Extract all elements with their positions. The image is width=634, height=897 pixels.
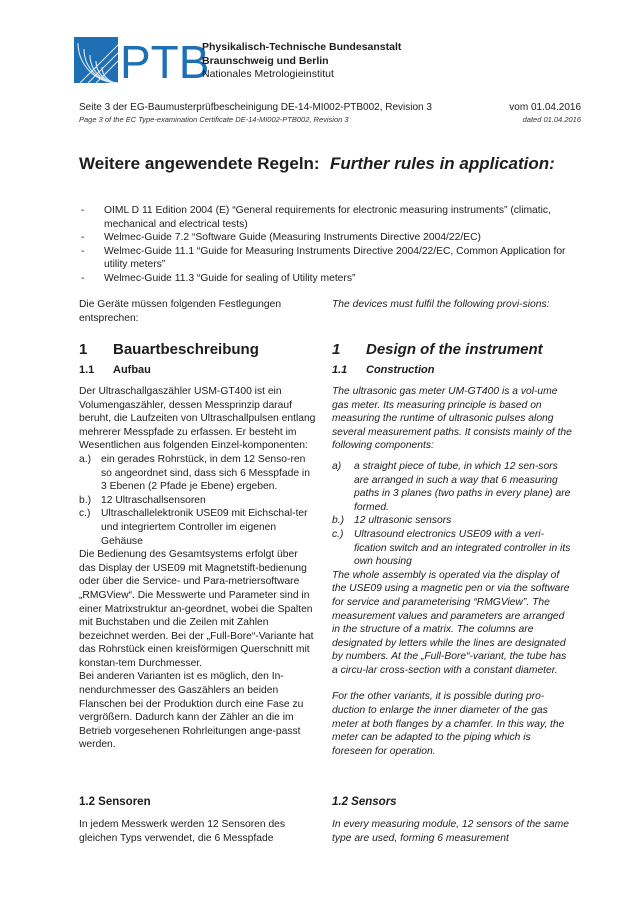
subsection-number: 1.1 [332, 364, 348, 376]
title-en: Further rules in application: [330, 154, 555, 173]
section-1-heading-en [332, 341, 543, 358]
paragraph: Der Ultraschallgaszähler USM-GT400 ist ein Volumengaszähler, dessen Messprinzip darauf beruht, die Laufzeiten von Ultraschallpulsen entlang mehrerer Messpfade zu erfassen. Er besteht im Wesentlichen aus folgenden Einzel-komponenten: [79, 386, 316, 452]
list-item [79, 494, 317, 508]
section-title: Design of the instrument [366, 341, 543, 358]
paragraph: The whole assembly is operated via the display of the USE09 using a magnetic pen or via the software for service and parameterising “RMGView”. The measurement values and parameters are arranged in the structure of a matrix. The columns are designated by letters while the lines are designated by numbers. At the „Full-Bore“-variant, the tube has a circu-lar cross-section with a constant diameter. [332, 569, 570, 676]
section-1-2-heading-en: 1.2 Sensors [332, 796, 397, 808]
section-1-1-heading-de [79, 364, 151, 376]
organization-name [202, 41, 401, 82]
certificate-reference [79, 101, 549, 125]
construction-text-en [332, 385, 572, 758]
reference-de: Seite 3 der EG-Baumusterprüfbescheinigung DE-14-MI002-PTB002, Revision 3 [79, 102, 432, 113]
subsection-title: Aufbau [113, 364, 151, 376]
sensors-text-en: In every measuring module, 12 sensors of the same type are used, forming 6 measurement [332, 819, 569, 844]
intro-de: Die Geräte müssen folgenden Festlegungen entsprechen: [79, 299, 282, 324]
reference-en: Page 3 of the EC Type-examination Certificate DE-14-MI002-PTB002, Revision 3 [79, 115, 349, 124]
paragraph: Bei anderen Varianten ist es möglich, den In-nendurchmesser des Gaszählers an beiden Flanschen bei der Produktion durch eine Fase zu vergrößern. Dadurch kann der Zähler an die im Betrieb vorgesehenen Rohrleitungen ange-passt werden. [79, 671, 304, 751]
ptb-logo [74, 36, 210, 88]
list-item [332, 460, 572, 514]
list-label: b.) [79, 494, 92, 506]
rules-list [79, 204, 579, 286]
list-item [332, 528, 572, 569]
list-text: a straight piece of tube, in which 12 sen-sors are arranged in such a way that 6 measuring paths in 3 planes (two paths in every plane) are formed. [354, 460, 571, 513]
list-text: Ultrasound electronics USE09 with a veri-fication switch and an integrated controller in its own housing [354, 528, 571, 568]
list-item [79, 453, 317, 494]
subsection-number: 1.1 [79, 364, 95, 376]
logo-letters: PTB [120, 36, 210, 88]
list-label: b.) [332, 515, 345, 527]
list-label: a.) [79, 453, 92, 465]
section-1-1-heading-en [332, 364, 434, 376]
paragraph: Die Bedienung des Gesamtsystems erfolgt über das Display der USE09 mit Magnetstift-bedienung oder über die Service- und Para-metriersoftware „RMGView“. Die Messwerte und Parameter sind in einer Matrixstruktur an-geordnet, wobei die Spalten mit Buchstaben und die Zeilen mit Zahlen bezeichnet werden. Bei der „Full-Bore“-Variante hat das Rohrstück einen kreisförmigen Querschnitt mit konstan-tem Durchmesser. [79, 549, 314, 669]
list-text: 12 Ultraschallsensoren [101, 494, 206, 506]
title-de: Weitere angewendete Regeln: [79, 154, 320, 173]
list-label: c.) [332, 528, 344, 540]
list-item [79, 507, 317, 548]
org-line-1: Physikalisch-Technische Bundesanstalt [202, 41, 402, 53]
sensors-text-de: In jedem Messwerk werden 12 Sensoren des gleichen Typs verwendet, die 6 Messpfade [79, 819, 286, 844]
list-item [332, 514, 572, 528]
construction-text-de [79, 385, 317, 752]
certificate-date [509, 101, 581, 125]
section-1-2-heading-de: 1.2 Sensoren [79, 796, 151, 808]
list-text: 12 ultrasonic sensors [354, 515, 452, 527]
paragraph: The ultrasonic gas meter UM-GT400 is a vol-ume gas meter. Its measuring principle is based on measuring the runtime of ultrasonic pulses along several measurement paths. It consists mainly of the following components: [332, 386, 572, 452]
list-text: ein gerades Rohrstück, in dem 12 Senso-ren so angeordnet sind, dass sich 6 Messpfade in 3 Ebenen (2 Pfade je Ebene) ergeben. [101, 453, 310, 493]
org-line-3: Nationales Metrologieinstitut [202, 68, 334, 80]
subsection-title: Construction [366, 364, 435, 376]
section-1-heading-de [79, 341, 259, 358]
rule-item: - Welmec-Guide 11.1 “Guide for Measuring Instruments Directive 2004/22/EC, Common Application for utility meters” [79, 245, 579, 272]
section-number: 1 [79, 341, 88, 358]
rule-item: - Welmec-Guide 7.2 “Software Guide (Measuring Instruments Directive 2004/22/EC) [79, 231, 579, 245]
date-en: dated 01.04.2016 [522, 115, 581, 124]
intro-en: The devices must fulfil the following provi-sions: [332, 299, 550, 310]
list-label: a) [332, 460, 342, 472]
section-number: 1 [332, 341, 341, 358]
list-label: c.) [79, 508, 91, 520]
rule-item: - OIML D 11 Edition 2004 (E) “General requirements for electronic measuring instruments” (climatic, mechanical and electrical tests) [79, 204, 579, 231]
list-text: Ultraschallelektronik USE09 mit Eichschal-ter und integriertem Controller im eigenen Gehäuse [101, 508, 308, 547]
paragraph: For the other variants, it is possible during pro-duction to enlarge the inner diameter of the gas meter at both flanges by a chamfer. In this way, the meter can be adapted to the piping which is foreseen for operation. [332, 691, 565, 757]
section-title: Bauartbeschreibung [113, 341, 259, 358]
rule-item: - Welmec-Guide 11.3 “Guide for sealing of Utility meters” [79, 272, 579, 286]
date-de: vom 01.04.2016 [509, 102, 581, 113]
org-line-2: Braunschweig und Berlin [202, 54, 329, 67]
